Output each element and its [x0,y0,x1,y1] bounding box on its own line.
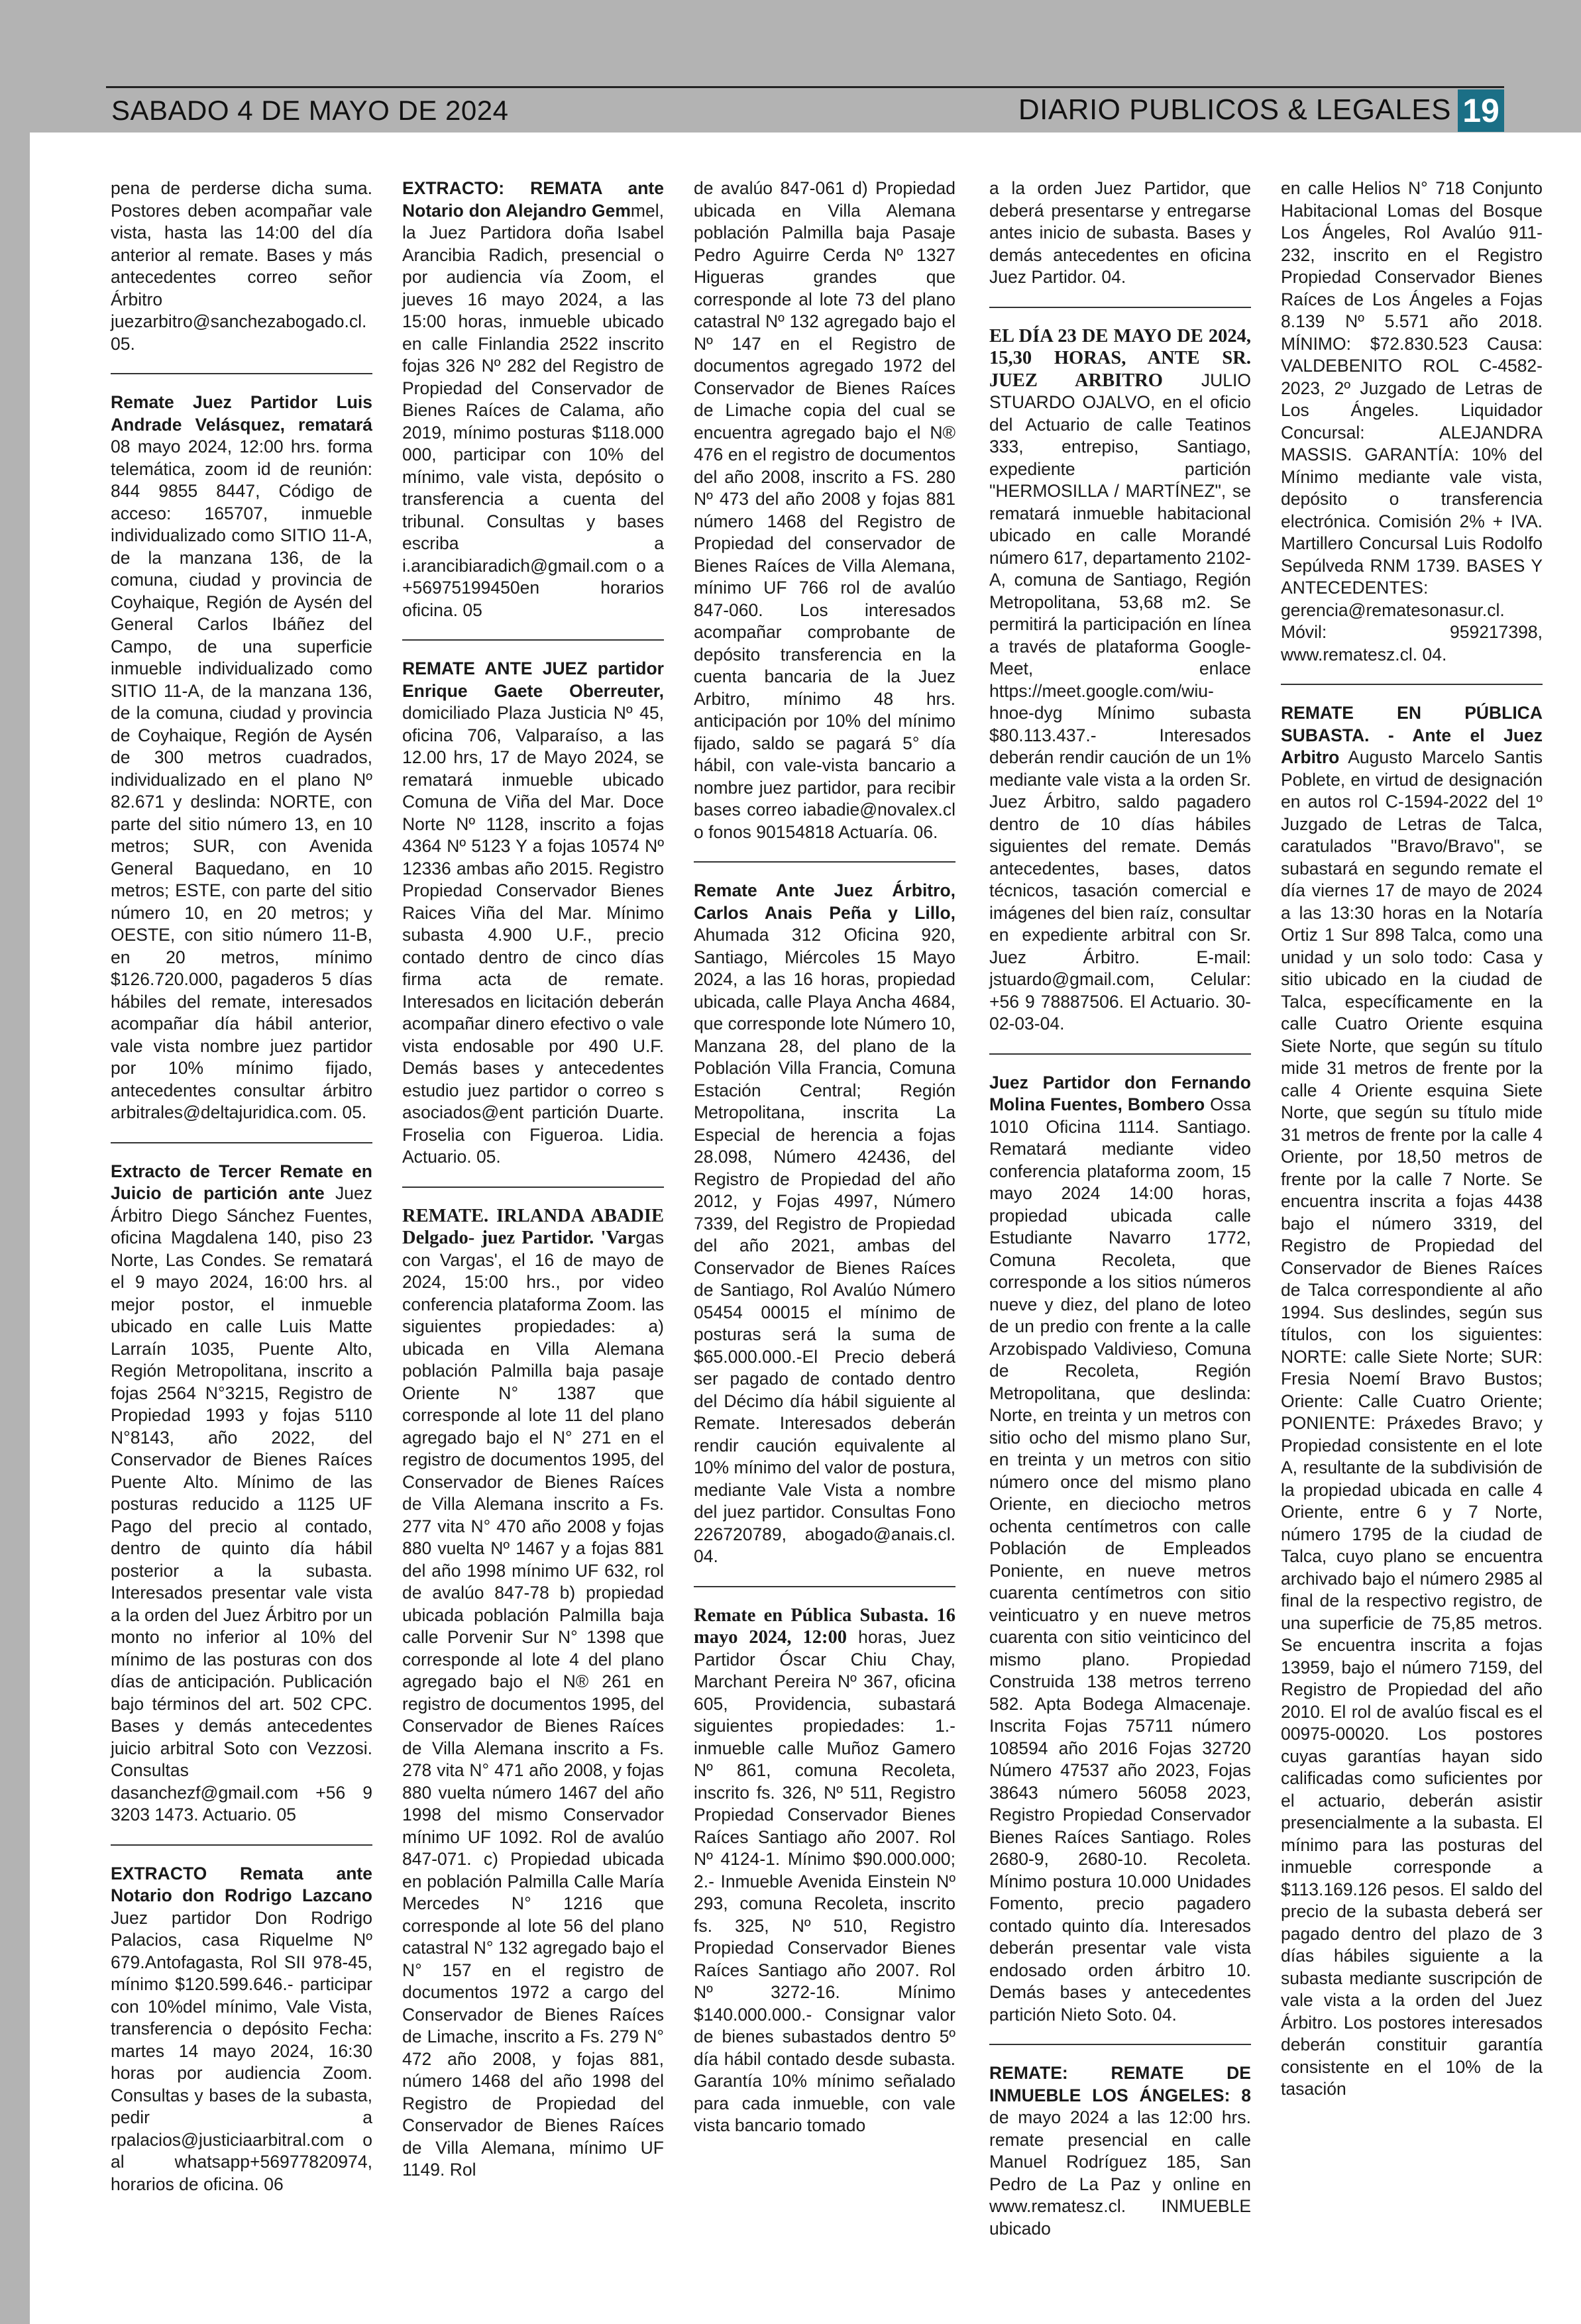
legal-notice [694,1605,955,2137]
column-3 [694,178,955,2137]
legal-notice [989,2062,1251,2240]
notice-heading: Juez Partidor don Fernando Molina Fuentes, Bombero [989,1072,1251,1114]
notice-body: Ossa 1010 Oficina 1114. Santiago. Rematará mediante video conferencia plataforma zoom, 15 mayo 2024 14:00 horas, propiedad ubicada calle Estudiante Navarro 1772, Comuna Recoleta, que corresponde a los sitios números nueve y diez, del plano de loteo de un predio con frente a la calle Arzobispado Valdivieso, Comuna de Recoleta, Región Metropolitana, que deslinda: Norte, en treinta y un metros con sitio ocho del mismo plano Sur, en treinta y un metros con sitio número once del mismo plano Oriente, en dieciocho metros ochenta centímetros con calle Población de Empleados Poniente, en nueve metros cuarenta centímetros con sitio veinticuatro y en nueve metros cuarenta con sitio veinticinco del mismo plano. Propiedad Construida 138 metros terreno 582. Apta Bodega Almacenaje. Inscrita Fojas 75711 número 108594 año 2016 Fojas 32720 Número 47537 año 2023, Fojas 38643 número 56058 2023, Registro Propiedad Conservador Bienes Raíces Santiago. Roles 2680-9, 2680-10. Recoleta. Mínimo postura 10.000 Unidades Fomento, precio pagadero contado quinto día. Interesados deberán presentar vale vista endosado orden árbitro 10. Demás bases y antecedentes partición Nieto Soto. 04. [989,1094,1251,2025]
notice-divider [694,861,955,863]
notice-body: gas con Vargas', el 16 de mayo de 2024, 15:00 hrs., por video conferencia plataforma Zoom. las siguientes propiedades: a) ubicada en Villa Alemana población Palmilla baja pasaje Oriente N° 1387 que corresponde al lote 11 del plano agregado bajo el N° 271 en el registro de documentos 1995, del Conservador de Bienes Raíces de Villa Alemana inscrito a Fs. 277 vita N° 470 año 2008 y fojas 880 vuelta Nº 1467 y a fojas 881 del año 1998 mínimo UF 632, rol de avalúo 847-78 b) propiedad ubicada población Palmilla baja calle Porvenir Sur N° 1398 que corresponde al lote 4 del plano agregado bajo el N® 261 en registro de documentos 1995, del Conservador de Bienes Raíces de Villa Alemana inscrito a Fs. 278 vita N° 471 año 2008, y fojas 880 vuelta número 1467 del año 1998 del mismo Conservador mínimo UF 1092. Rol de avalúo 847-071. c) Propiedad ubicada en población Palmilla Calle María Mercedes N° 1216 que corresponde al lote 56 del plano catastral N° 132 agregado bajo el N° 157 en el registro de documentos 1972 a cargo del Conservador de Bienes Raíces de Limache, inscrito a Fs. 279 N° 472 año 2008, y fojas 881, número 1468 del año 1998 del Registro de Propiedad del Conservador de Bienes Raíces de Villa Alemana, mínimo UF 1149. Rol [402,1228,664,2180]
notice-body: de avalúo 847-061 d) Propiedad ubicada en Villa Alemana población Palmilla baja Pasaje Pedro Aguirre Cerda Nº 1327 Higueras grandes que corresponde al lote 73 del plano catastral Nº 132 agregado bajo el Nº 147 en el Registro de documentos agregado 1972 del Conservador de Bienes Raíces de Limache copia del cual se encuentra agregado bajo el N® 476 en el registro de documentos del año 2008, inscrito a FS. 280 Nº 473 del año 2008 y fojas 881 número 1468 del Registro de Propiedad del conservador de Bienes Raíces de Villa Alemana, mínimo UF 766 rol de avalúo 847-060. Los interesados acompañar comprobante de depósito transferencia en la cuenta bancaria de la Juez Arbitro, mínimo 48 hrs. anticipación por 10% del mínimo fijado, saldo se pagará 5° día hábil, con vale-vista bancario a nombre juez partidor, para recibir bases correo iabadie@novalex.cl o fonos 90154818 Actuaría. 06. [694,178,955,842]
notice-heading: REMATE. IRLANDA ABADIE Delgado- juez Partidor. 'Var [402,1205,664,1248]
notice-body: domiciliado Plaza Justicia Nº 45, oficina 706, Valparaíso, a las 12.00 hrs, 17 de Mayo 2024, se rematará inmueble ubicado Comuna de Viña del Mar. Doce Norte Nº 1128, inscrito a fojas 4364 Nº 5123 Y a fojas 10574 Nº 12336 ambas año 2015. Registro Propiedad Conservador Bienes Raices Viña del Mar. Mínimo subasta 4.900 U.F., precio contado dentro de cinco días firma acta de remate. Interesados en licitación deberán acompañar dinero efectivo o vale vista endosable por 490 U.F. Demás bases y antecedentes estudio juez partidor o correo s asociados@ent partición Duarte. Froselia con Figueroa. Lidia. Actuario. 05. [402,703,664,1167]
issue-date: SABADO 4 DE MAYO DE 2024 [111,95,509,126]
notice-heading: Extracto de Tercer Remate en Juicio de partición ante [111,1161,372,1203]
legal-notice [694,178,955,843]
notice-heading: REMATE: REMATE DE INMUEBLE LOS ÁNGELES: 8 [989,2063,1251,2105]
notice-divider [1281,684,1543,685]
notice-divider [402,639,664,641]
legal-notice [402,658,664,1169]
notice-heading: EXTRACTO Remata ante Notario don Rodrigo Lazcano [111,1863,372,1905]
legal-notice [402,1205,664,2182]
legal-notice [989,1072,1251,2027]
header-rule [106,86,1504,88]
notice-body: 08 mayo 2024, 12:00 hrs. forma telemática, zoom id de reunión: 844 9855 8447, Código de acceso: 165707, inmueble individualizado como SITIO 11-A, de la manzana 136, de la comuna, ciudad y provincia de Coyhaique, Región de Aysén del General Carlos Ibáñez del Campo, de una superficie inmueble individualizado como SITIO 11-A, de la manzana 136, de la comuna, ciudad y provincia de Coyhaique, Región de Aysén de 300 metros cuadrados, individualizado en el plano Nº 82.671 y deslinda: NORTE, con parte del sitio número 13, en 10 metros; SUR, con Avenida General Baquedano, en 10 metros; ESTE, con parte del sitio número 10, en 20 metros; y OESTE, con sitio número 11-B, en 20 metros, mínimo $126.720.000, pagaderos 5 días hábiles del remate, interesados acompañar día hábil anterior, vale vista nombre juez partidor por 10% mínimo fijado, antecedentes consultar árbitro arbitrales@deltajuridica.com. 05. [111,437,372,1122]
column-2 [402,178,664,2182]
legal-notice [1281,178,1543,666]
notice-body: Juez partidor Don Rodrigo Palacios, casa Riquelme Nº 679.Antofagasta, Rol SII 978-45, mínimo $120.599.646.- participar con 10%del mínimo, Vale Vista, transferencia o depósito Fecha: martes 14 mayo 2024, 16:30 horas por audiencia Zoom. Consultas y bases de la subasta, pedir a rpalacios@justiciaarbitral.com o al whatsapp+56977820974, horarios de oficina. 06 [111,1907,372,2194]
notice-heading: EXTRACTO: REMATA ante Notario don Alejandro Gem [402,178,664,221]
legal-notice [111,178,372,355]
notice-body: horas, Juez Partidor Óscar Chiu Chay, Marchant Pereira Nº 367, oficina 605, Providencia, subastará siguientes propiedades: 1.- inmueble calle Muñoz Gamero Nº 861, comuna Recoleta, inscrito fs. 326, Nº 511, Registro Propiedad Conservador Bienes Raíces Santiago año 2007. Rol Nº 4124-1. Mínimo $90.000.000; 2.- Inmueble Avenida Einstein Nº 293, comuna Recoleta, inscrito fs. 325, Nº 510, Registro Propiedad Conservador Bienes Raíces Santiago año 2007. Rol Nº 3272-16. Mínimo $140.000.000.- Consignar valor de bienes subastados dentro 5º día hábil contado desde subasta. Garantía 10% mínimo señalado para cada inmueble, con vale vista bancario tomado [694,1627,955,2135]
notice-heading: Remate en Pública Subasta. 16 mayo 2024, 12:00 [694,1605,955,1648]
legal-notice [402,178,664,621]
column-5 [1281,178,1543,2101]
notice-heading: REMATE ANTE JUEZ partidor Enrique Gaete Oberreuter, [402,659,664,701]
notice-divider [402,1187,664,1188]
legal-notice [1281,702,1543,2101]
notice-body: mel, la Juez Partidora doña Isabel Arancibia Radich, presencial o por audiencia vía Zoom, el jueves 16 mayo 2024, a las 15:00 horas, inmueble ubicado en calle Finlandia 2522 inscrito fojas 326 Nº 282 del Registro de Propiedad del Conservador de Bienes Raíces de Calama, año 2019, mínimo posturas $118.000 000, participar con 10% del mínimo, vale vista, depósito o transferencia a cuenta del tribunal. Consultas y bases escriba a i.arancibiaradich@gmail.com o a +56975199450en horarios oficina. 05 [402,200,664,620]
notice-divider [111,1844,372,1846]
notice-body: JULIO STUARDO OJALVO, en el oficio del Actuario de calle Teatinos 333, entrepiso, Santiago, expediente partición "HERMOSILLA / MARTÍNEZ", se rematará inmueble habitacional ubicado en calle Morandé número 617, departamento 2102-A, comuna de Santiago, Región Metropolitana, 53,68 m2. Se permitirá la participación en línea a través de plataforma Google-Meet, enlace https://meet.google.com/wiu-hnoe-dyg Mínimo subasta $80.113.437.- Interesados deberán rendir caución de un 1% mediante vale vista a la orden Sr. Juez Árbitro, saldo pagadero dentro de 10 días hábiles siguientes del remate. Demás antecedentes, bases, datos técnicos, tasación comercial e imágenes del bien raíz, consultar en expediente arbitral con Sr. Juez Árbitro. E-mail: jstuardo@gmail.com, Celular: +56 9 78887506. El Actuario. 30-02-03-04. [989,370,1251,1033]
notice-body: a la orden Juez Partidor, que deberá presentarse y entregarse antes inicio de subasta. Bases y demás antecedentes en oficina Juez Partidor. 04. [989,178,1251,287]
notice-body: de mayo 2024 a las 12:00 hrs. remate presencial en calle Manuel Rodríguez 185, San Pedro de La Paz y online en www.rematesz.cl. INMUEBLE ubicado [989,2107,1251,2239]
publication-title: DIARIO PUBLICOS & LEGALES [1018,93,1451,126]
notice-heading: EL DÍA 23 DE MAYO DE 2024, 15,30 HORAS, ANTE SR. JUEZ ARBITRO [989,325,1251,391]
legal-notice [111,1863,372,2196]
notice-body: Augusto Marcelo Santis Poblete, en virtud de designación en autos rol C-1594-2022 del 1º Juzgado de Letras de Talca, caratulados "Bravo/Bravo", se subastará en segundo remate el día viernes 17 de mayo de 2024 a las 13:30 horas en la Notaría Ortiz 1 Sur 898 Talca, como una unidad y un solo todo: Casa y sitio ubicado en la ciudad de Talca, específicamente en la calle Cuatro Oriente esquina Siete Norte, que según su título mide 31 metros de frente por la calle 4 Oriente esquina Siete Norte, que según su título mide 31 metros de frente por la calle 4 Oriente, por 18,50 metros de frente por la calle 7 Norte. Se encuentra inscrita a fojas 4438 bajo el número 3319, del Registro de Propiedad del Conservador de Bienes Raíces de Talca correspondiente al año 1994. Sus deslindes, según sus títulos, con los siguientes: NORTE: calle Siete Norte; SUR: Fresia Noemí Bravo Bustos; Oriente: Calle Cuatro Oriente; PONIENTE: Práxedes Bravo; y Propiedad consistente en el lote A, resultante de la subdivisión de la propiedad ubicada en calle 4 Oriente, entre 6 y 7 Norte, número 1795 de la ciudad de Talca, cuyo plano se encuentra archivado bajo el número 2985 al final de la respectivo registro, de una superficie de 75,85 metros. Se encuentra inscrita a fojas 13959, bajo el número 7159, del Registro de Propiedad del año 2010. El rol de avalúo fiscal es el 00975-00020. Los postores cuyas garantías hayan sido calificadas como suficientes por el actuario, deberán asistir presencialmente a la subasta. El mínimo para las posturas del inmueble corresponde a $113.169.126 pesos. El saldo del precio de la subasta deberá ser pagado dentro del plazo de 3 días hábiles siguiente a la subasta mediante suscripción de vale vista a la orden del Juez Árbitro. Los postores interesados deberán constituir garantía consistente en el 10% de la tasación [1281,747,1543,2099]
legal-notice [989,178,1251,289]
notice-body: Juez Árbitro Diego Sánchez Fuentes, oficina Magdalena 140, piso 23 Norte, Las Condes. Se rematará el 9 mayo 2024, 16:00 hrs. al mejor postor, el inmueble ubicado en calle Luis Matte Larraín 1035, Puente Alto, Región Metropolitana, inscrito a fojas 2564 N°3215, Registro de Propiedad 1993 y fojas 5110 N°8143, año 2022, del Conservador de Bienes Raíces Puente Alto. Mínimo de las posturas reducido a 1125 UF Pago del precio al contado, dentro de quinto día hábil posterior a la subasta. Interesados presentar vale vista a la orden del Juez Árbitro por un monto no inferior al 10% del mínimo de las posturas con dos días de anticipación. Publicación bajo términos del art. 502 CPC. Bases y demás antecedentes juicio arbitral Soto con Vezzosi. Consultas dasanchezf@gmail.com +56 9 3203 1473. Actuario. 05 [111,1183,372,1824]
notice-divider [111,1142,372,1143]
notice-divider [111,373,372,374]
notice-heading: REMATE EN PÚBLICA SUBASTA. - Ante el Juez Arbitro [1281,703,1543,767]
notice-divider [989,307,1251,308]
page-number: 19 [1458,89,1504,132]
column-4 [989,178,1251,2240]
notice-divider [694,1586,955,1587]
legal-notice [694,880,955,1568]
column-1 [111,178,372,2195]
notice-body: en calle Helios N° 718 Conjunto Habitacional Lomas del Bosque Los Ángeles, Rol Avalúo 911-232, inscrito en el Registro Propiedad Conservador Bienes Raíces de Los Ángeles a Fojas 8.139 Nº 5.571 año 2018. MÍNIMO: $72.830.523 Causa: VALDEBENITO ROL C-4582-2023, 2º Juzgado de Letras de Los Ángeles. Liquidador Concursal: ALEJANDRA MASSIS. GARANTÍA: 10% del Mínimo mediante vale vista, depósito o transferencia electrónica. Comisión 2% + IVA. Martillero Concursal Luis Rodolfo Sepúlveda RNM 1739. BASES Y ANTECEDENTES: gerencia@rematesonasur.cl. Móvil: 959217398, www.rematesz.cl. 04. [1281,178,1543,664]
notice-heading: Remate Ante Juez Árbitro, Carlos Anais Peña y Lillo, [694,880,955,923]
legal-notice [111,392,372,1124]
legal-notice [111,1161,372,1826]
notice-heading: Remate Juez Partidor Luis Andrade Velásquez, rematará [111,392,372,435]
legal-notice [989,325,1251,1035]
notice-divider [989,1053,1251,1055]
notice-body: Ahumada 312 Oficina 920, Santiago, Miércoles 15 Mayo 2024, a las 16 horas, propiedad ubicada, calle Playa Ancha 4684, que corresponde lote Número 10, Manzana 28, del plano de la Población Villa Francia, Comuna Estación Central; Región Metropolitana, inscrita La Especial de herencia a fojas 28.098, Número 42436, del Registro de Propiedad del año 2012, y Fojas 4997, Número 7339, del Registro de Propiedad del año 2021, ambas del Conservador de Bienes Raíces de Santiago, Rol Avalúo Número 05454 00015 el mínimo de posturas será la suma de $65.000.000.-El Precio deberá ser pagado de contado dentro del Décimo día hábil siguiente al Remate. Interesados deberán rendir caución equivalente al 10% mínimo del valor de postura, mediante Vale Vista a nombre del juez partidor. Consultas Fono 226720789, abogado@anais.cl. 04. [694,925,955,1566]
notice-divider [989,2044,1251,2045]
page-header [106,76,1504,137]
notice-body: pena de perderse dicha suma. Postores deben acompañar vale vista, hasta las 14:00 del día anterior al remate. Bases y más antecedentes correo señor Árbitro juezarbitro@sanchezabogado.cl. 05. [111,178,372,354]
